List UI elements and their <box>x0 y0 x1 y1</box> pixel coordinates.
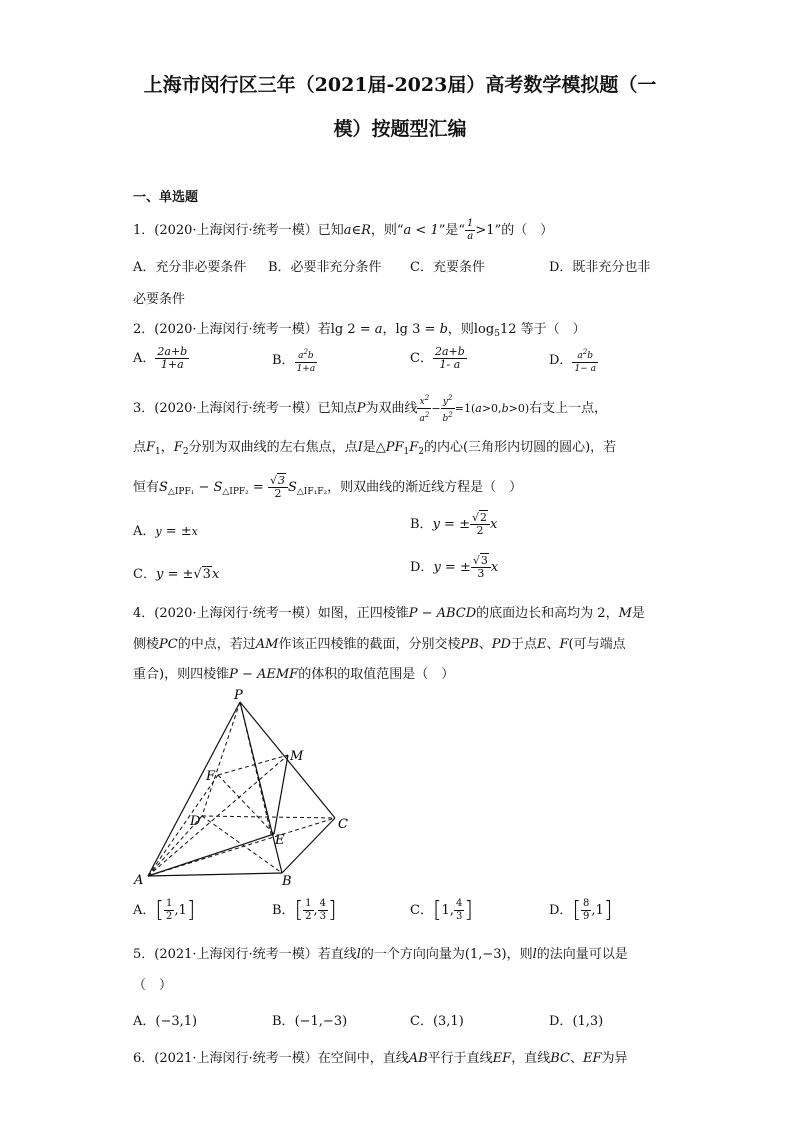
question-5-line-2: （ ） <box>133 978 173 993</box>
question-4-line-3: 重合)，则四棱锥P − AEMF的体积的取值范围是（ ） <box>133 667 455 682</box>
label-m: M <box>290 749 304 764</box>
q5-option-c: C．(3,1) <box>410 1014 464 1029</box>
question-3-line-2: 点$F_1$，$F_2$分别为双曲线的左右焦点，点I是$\triangle PF_1F_2$的内心(三角形内切圆的圆心)，若 <box>133 440 617 457</box>
q5-option-a: A．(−3,1) <box>133 1014 198 1029</box>
label-e: E <box>275 833 285 848</box>
q2-option-d: D． $\frac{a^2b}{1- a}$ <box>549 348 596 374</box>
question-4-line-1: 4．(2020·上海闵行·统考一模）如图，正四棱锥P − ABCD的底面边长和高均为 2，M是 <box>133 606 645 621</box>
question-6-line-1: 6．(2021·上海闵行·统考一模）在空间中，直线AB平行于直线EF，直线BC、EF为异 <box>133 1051 628 1066</box>
question-1: 1．(2020·上海闵行·统考一模）已知a∈R，则“a < 1”是“ $\frac{1}{a}$ >1”的（ ） <box>133 218 554 242</box>
q4-option-c: C．[1, $\frac{4}{3}$ ] <box>410 898 473 923</box>
q1-option-d: D．既非充分也非 <box>549 260 651 275</box>
edge-ab <box>148 873 282 876</box>
q5-option-d: D．(1,3) <box>549 1014 604 1029</box>
section-heading: 一、单选题 <box>133 190 199 205</box>
q4-option-d: D．[ $\frac{8}{9}$ ,1] <box>549 898 613 923</box>
q4-option-b: B．[ $\frac{1}{2}$ , $\frac{4}{3}$ ] <box>272 898 337 923</box>
label-p: P <box>234 688 243 703</box>
edge-af <box>148 775 218 876</box>
question-3-line-3: 恒有$S_{\triangle IPF_1} - S_{\triangle IPF_2}$ = $\frac{√3}{2}$ $S_{\triangle IF_1F_2}$，则双曲线的渐近线方程是（ ） <box>133 474 523 500</box>
q1-option-a: A．充分非必要条件 <box>133 260 247 275</box>
question-2: 2．(2020·上海闵行·统考一模）若lg 2 = a，lg 3 = b，则$\log_512$ 等于（ ） <box>133 322 586 339</box>
edge-pd <box>202 702 240 816</box>
q3-option-b: B．y = ± $\frac{√2}{2}$ x <box>410 511 498 537</box>
question-3-line-1: 3．(2020·上海闵行·统考一模）已知点P为双曲线 $\frac{x^2}{a^2}$ − $\frac{y^2}{b^2}$ =1(a>0,b>0)右支上一点， <box>133 394 608 424</box>
q5-option-b: B．(−1,−3) <box>272 1014 348 1029</box>
label-a: A <box>134 873 144 888</box>
q2-option-a: A． $\frac{2a+b}{1+a}$ <box>133 345 188 371</box>
question-4-line-2: 侧棱PC的中点，若过AM作该正四棱锥的截面，分别交棱PB、PD于点E、F(可与端点 <box>133 637 626 652</box>
q1-option-b: B．必要非充分条件 <box>268 260 382 275</box>
q1-option-d-cont: 必要条件 <box>133 292 186 307</box>
label-d: D <box>190 814 201 829</box>
q2-option-c: C． $\frac{2a+b}{1- a}$ <box>410 345 465 371</box>
label-b: B <box>282 874 292 889</box>
label-c: C <box>338 817 348 832</box>
q3-option-a: A．y = ±x <box>133 524 198 539</box>
q3-option-d: D．y = ± $\frac{√3}{3}$ x <box>410 554 499 580</box>
pyramid-diagram <box>130 688 360 893</box>
page-title-line-1: 上海市闵行区三年（2021届-2023届）高考数学模拟题（一 <box>143 74 657 96</box>
page-title-line-2: 模）按题型汇编 <box>333 118 467 140</box>
q3-option-c: C．y = ±√3x <box>133 567 220 582</box>
q1-option-c: C．充要条件 <box>410 260 485 275</box>
question-5-line-1: 5．(2021·上海闵行·统考一模）若直线l的一个方向向量为(1,−3)，则l的法向量可以是 <box>133 947 628 962</box>
edge-em <box>274 755 288 834</box>
edge-am <box>148 755 288 876</box>
q2-option-b: B． $\frac{a^2b}{1+a}$ <box>272 348 316 374</box>
label-f: F <box>206 769 216 784</box>
q4-option-a: A．[ $\frac{1}{2}$ ,1] <box>133 898 196 923</box>
